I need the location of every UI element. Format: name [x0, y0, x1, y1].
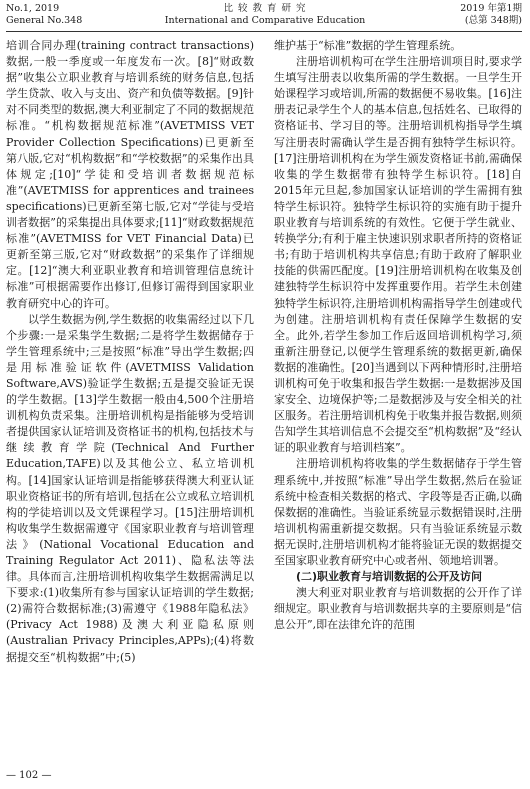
journal-title-cn: 比 较 教 育 研 究 [223, 3, 307, 14]
paragraph: 注册培训机构可在学生注册培训项目时,要求学生填写注册表以收集所需的学生数据。一旦学生开始课程学习或培训,所需的数据便不易收集。[16]注册表记录学生个人的基本信息,包括姓名、已取得的资格证书、学习目的等。注册培训机构指导学生填写注册表时需确认学生是否拥有独特学生标识符。[17]注册培训机构在为学生颁发资格证书前,需确保收集的学生数据带有独特学生标识符。[18]自2015年元旦起,参加国家认证培训的学生需拥有独特学生标识符。独特学生标识符的实施有助于提升职业教育与培训系统的有效性。它便于学生就业、转换学分;有利于雇主快速识别求职者所持的资格证书;有助于培训机构共享信息;有助于政府了解职业技能的供需匹配度。[19]注册培训机构在收集及创建独特学生标识符中发挥重要作用。若学生未创建独特学生标识符,注册培训机构需指导学生创建或代为创建。注册培训机构有责任保障学生数据的安全。此外,若学生参加工作后返回培训机构学习,须重新注册登记,以便学生管理系统的数据更新,确保数据的准确性。[20]当遇到以下两种情形时,注册培训机构可免于收集和报告学生数据:一是数据涉及国家安全、边境保护等;二是数据涉及与安全相关的社区服务。若注册培训机构免于收集并报告数据,则须告知学生其培训信息不会提交至“机构数据”及“经认证的职业教育与培训档案”。 [274, 55, 522, 455]
page-number: — 102 — [6, 770, 52, 781]
paragraph: 维护基于“标准”数据的学生管理系统。 [274, 39, 462, 52]
header-center [0, 3, 530, 27]
issue-total: (总第 348期) [464, 15, 522, 26]
header-right [460, 3, 522, 27]
header-rule [6, 31, 522, 32]
right-column [274, 38, 522, 633]
paragraph: 澳大利亚对职业教育与培训数据的公开作了详细规定。职业教育与培训数据共享的主要原则是“信息公开”,即在法律允许的范围 [274, 586, 522, 632]
journal-title-en: International and Comparative Education [164, 15, 366, 26]
paragraph: 培训合同办理(training contract transactions)数据,一般一季度或一年度发布一次。[8]“财政数据”收集公立职业教育与培训系统的财务信息,包括学生贷款、收入与支出、资产和负债等数据。[9]针对不同类型的数据,澳大利亚制定了不同的数据规范标准。“机构数据规范标准”(AVETMISS VET Provider Collection Specifications)已更新至第八版,它对“机构数据”和“学校数据”的采集作出具体规定;[10]“学徒和受培训者数据规范标准”(AVETMISS for apprentices and trainees specifications)已更新至第七版,它对“学徒与受培训者数据”的采集提出具体要求;[11]“财政数据规范标准”(AVETMISS for VET Financial Data)已更新至第三版,它对“财政数据”的采集作了详细规定。[12]“澳大利亚职业教育和培训管理信息统计标准”可根据需要作出修订,但修订需得到国家职业教育研究中心的许可。 [6, 39, 254, 310]
paragraph: 以学生数据为例,学生数据的收集需经过以下几个步骤:一是采集学生数据;二是将学生数据储存于学生管理系统中;三是按照“标准”导出学生数据;四是用标准验证软件(AVETMISS Validation Software,AVS)验证学生数据;五是提交验证无误的学生数据。[13]学生数据一般由4,500个注册培训机构负责采集。注册培训机构是指能够为受培训者提供国家认证培训及资格证书的机构,包括技术与继续教育学院(Technical And Further Education,TAFE)以及其他公立、私立培训机构。[14]国家认证培训是指能够获得澳大利亚认证职业资格证书的所有培训,包括在公立或私立培训机构的学徒培训以及文凭课程学习。[15]注册培训机构收集学生数据需遵守《国家职业教育与培训管理法》(National Vocational Education and Training Regulator Act 2011)、隐私法等法律。具体而言,注册培训机构收集学生数据需满足以下要求:(1)收集所有参与国家认证培训的学生数据;(2)需符合数据标准;(3)需遵守《1988年隐私法》(Privacy Act 1988)及澳大利亚隐私原则(Australian Privacy Principles,APPs);(4)将数据提交至“机构数据”中;(5) [6, 312, 254, 664]
general-number: General No.348 [6, 15, 83, 26]
paragraph: 注册培训机构将收集的学生数据储存于学生管理系统中,并按照“标准”导出学生数据,然后在验证系统中检查相关数据的格式、字段等是否正确,以确保数据的准确性。当验证系统显示数据错误时,注册培训机构需重新提交数据。只有当验证系统显示数据无误时,注册培训机构才能将验证无误的数据提交至国家职业教育研究中心或者州、领地培训署。 [274, 457, 522, 567]
left-column [6, 38, 254, 666]
section-subheading: (二)职业教育与培训数据的公开及访问 [296, 570, 483, 584]
issue-year: 2019 年第1期 [460, 3, 522, 14]
issue-number: No.1, 2019 [6, 3, 60, 14]
